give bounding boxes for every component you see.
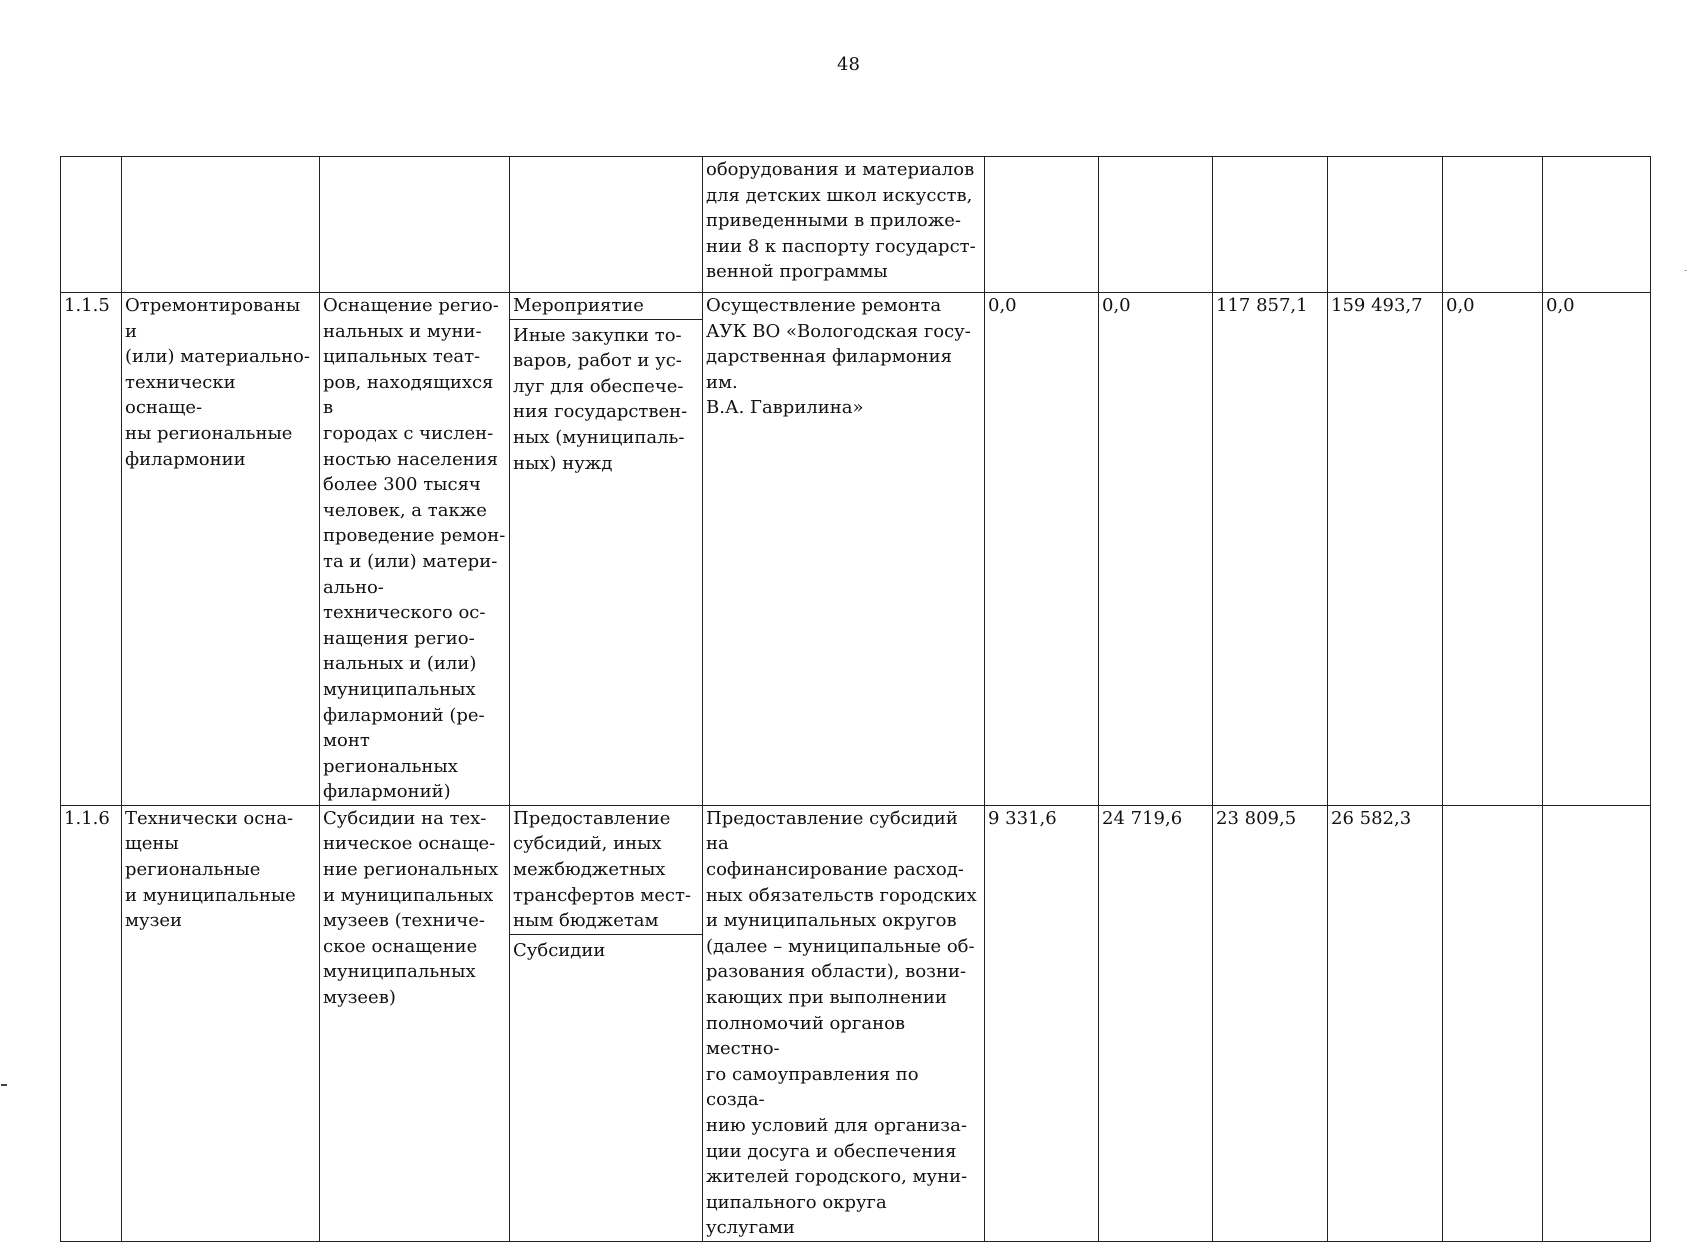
row-number-cell bbox=[61, 157, 122, 293]
type-cell bbox=[510, 805, 703, 1241]
value-cell: 24 719,6 bbox=[1099, 805, 1213, 1241]
value-cell: 0,0 bbox=[1543, 293, 1651, 806]
value-cell bbox=[1328, 157, 1443, 293]
result-cell: Технически осна- щены региональные и муниципальные музеи bbox=[122, 805, 320, 1241]
value-cell: 0,0 bbox=[1443, 293, 1543, 806]
type-bottom: Иные закупки то- варов, работ и ус- луг для обеспече- ния государствен- ных (муниципаль- ных) нужд bbox=[513, 324, 688, 474]
type-cell bbox=[510, 157, 703, 293]
value-cell: 0,0 bbox=[1099, 293, 1213, 806]
value-cell: 117 857,1 bbox=[1213, 293, 1328, 806]
value-cell bbox=[1213, 157, 1328, 293]
value-cell bbox=[1443, 157, 1543, 293]
row-number-cell: 1.1.6 bbox=[61, 805, 122, 1241]
value-cell: 159 493,7 bbox=[1328, 293, 1443, 806]
program-table bbox=[60, 156, 1651, 1242]
measure-cell bbox=[320, 157, 510, 293]
value-cell bbox=[1099, 157, 1213, 293]
type-cell bbox=[510, 293, 703, 806]
row-number-cell: 1.1.5 bbox=[61, 293, 122, 806]
table-row bbox=[61, 805, 1651, 1241]
value-cell: 26 582,3 bbox=[1328, 805, 1443, 1241]
value-cell: 23 809,5 bbox=[1213, 805, 1328, 1241]
description-cell: Осуществление ремонта АУК ВО «Вологодская госу- дарственная филармония им. В.А. Гаврилина» bbox=[703, 293, 985, 806]
value-cell: 0,0 bbox=[985, 293, 1099, 806]
type-top: Мероприятие bbox=[510, 293, 702, 320]
type-bottom: Субсидии bbox=[513, 939, 606, 961]
value-cell: 9 331,6 bbox=[985, 805, 1099, 1241]
description-cell: Предоставление субсидий на софинансирование расход- ных обязательств городских и муниципальных округов (далее – муниципальные об- разования области), возни- кающих при выполнении полномочий органов местно- го самоуправления по созда- нию условий для организа- ции досуга и обеспечения жителей городского, муни- ципального округа услугами bbox=[703, 805, 985, 1241]
measure-cell: Субсидии на тех- ническое оснаще- ние региональных и муниципальных музеев (техниче- ское оснащение муниципальных музеев) bbox=[320, 805, 510, 1241]
table-row bbox=[61, 157, 1651, 293]
value-cell bbox=[1443, 805, 1543, 1241]
page-number: 48 bbox=[837, 54, 860, 75]
margin-mark bbox=[1, 1084, 7, 1086]
value-cell bbox=[1543, 157, 1651, 293]
type-top: Предоставление субсидий, иных межбюджетных трансфертов мест- ным бюджетам bbox=[510, 806, 702, 935]
result-cell: Отремонтированы и (или) материально- технически оснаще- ны региональные филармонии bbox=[122, 293, 320, 806]
measure-cell: Оснащение регио- нальных и муни- ципальных теат- ров, находящихся в городах с числен- ностью населения более 300 тысяч человек, а также проведение ремон- та и (или) матери- ально- технического ос- нащения регио- нальных и (или) муниципальных филармоний (ре- монт региональных филармоний) bbox=[320, 293, 510, 806]
result-cell bbox=[122, 157, 320, 293]
table-row bbox=[61, 293, 1651, 806]
description-cell: оборудования и материалов для детских школ искусств, приведенными в приложе- нии 8 к паспорту государст- венной программы bbox=[703, 157, 985, 293]
scan-speck bbox=[1684, 270, 1687, 271]
value-cell bbox=[1543, 805, 1651, 1241]
value-cell bbox=[985, 157, 1099, 293]
